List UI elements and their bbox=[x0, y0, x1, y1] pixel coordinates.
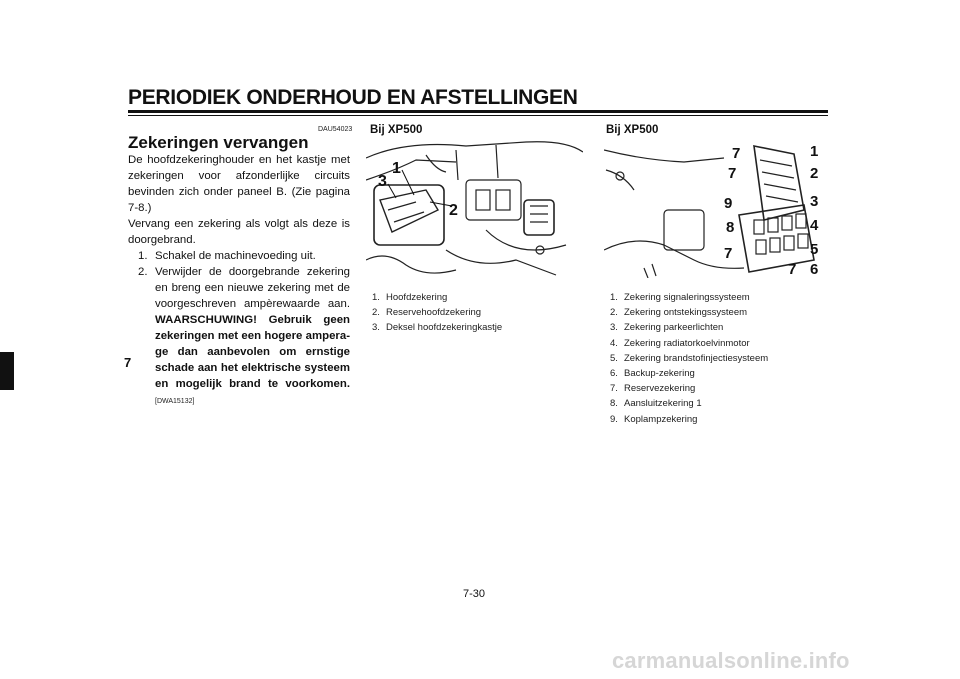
legend-text: Zekering radiatorkoelvinmotor bbox=[624, 337, 750, 349]
legend-num: 9. bbox=[610, 413, 618, 425]
warning-code: [DWA15132] bbox=[155, 398, 195, 405]
legend-item bbox=[610, 366, 768, 381]
callout-2: 2 bbox=[449, 202, 458, 219]
callout-1: 1 bbox=[810, 143, 819, 160]
legend-num: 7. bbox=[610, 383, 618, 395]
page-header-title: PERIODIEK ONDERHOUD EN AFSTELLINGEN bbox=[128, 86, 578, 109]
watermark: carmanualsonline.info bbox=[612, 648, 850, 673]
legend-item bbox=[610, 412, 768, 427]
legend-item bbox=[610, 381, 768, 396]
legend-item bbox=[372, 305, 502, 320]
legend-item bbox=[372, 290, 502, 305]
legend-item bbox=[610, 336, 768, 351]
chapter-number: 7 bbox=[124, 355, 132, 370]
callout-3: 3 bbox=[378, 173, 387, 190]
legend-num: 1. bbox=[610, 292, 618, 303]
step-text-body: Verwijder de doorgebrande zekering en breng een nieuwe zekering met de voorgeschreven ampèrewaarde aan. bbox=[155, 266, 350, 310]
intro-paragraph: De hoofdzekeringhouder en het kastje met zekeringen voor afzonderlijke circuits bevinden zich onder paneel B. (Zie pagina 7-8.) bbox=[128, 154, 350, 214]
callout-7d: 7 bbox=[788, 261, 797, 278]
page-number: 7-30 bbox=[463, 588, 486, 600]
legend-text: Aansluitzekering 1 bbox=[624, 398, 702, 410]
legend-text: Backup-zekering bbox=[624, 368, 695, 380]
legend-num: 2. bbox=[610, 307, 618, 319]
instruction-paragraph: Vervang een zekering als volgt als deze is doorgebrand. bbox=[128, 218, 350, 246]
section-body bbox=[128, 152, 350, 410]
legend-item bbox=[610, 305, 768, 320]
callout-9: 9 bbox=[724, 195, 733, 212]
legend-text: Deksel hoofdzekeringkastje bbox=[386, 322, 503, 334]
legend-num: 4. bbox=[610, 337, 618, 349]
steps-list bbox=[128, 248, 350, 410]
legend-text: Reservehoofdzekering bbox=[386, 307, 482, 319]
legend-num: 1. bbox=[372, 292, 380, 303]
callout-3: 3 bbox=[810, 193, 819, 210]
callout-6: 6 bbox=[810, 261, 819, 278]
step-number: 2. bbox=[138, 266, 148, 278]
legend-item bbox=[372, 320, 502, 335]
step-item bbox=[128, 264, 350, 410]
figure-left-legend bbox=[372, 290, 502, 336]
step-text: Schakel de machinevoeding uit. bbox=[155, 250, 316, 262]
legend-num: 3. bbox=[372, 322, 380, 334]
legend-text: Koplampzekering bbox=[624, 413, 698, 425]
figure-right-caption: Bij XP500 bbox=[606, 124, 659, 136]
legend-text: Zekering ontstekingssysteem bbox=[624, 307, 748, 319]
callout-8: 8 bbox=[726, 219, 735, 236]
legend-text: Reservezekering bbox=[624, 383, 696, 395]
legend-num: 2. bbox=[372, 307, 380, 319]
legend-item bbox=[610, 351, 768, 366]
figure-left-caption: Bij XP500 bbox=[370, 124, 423, 136]
legend-text: Zekering signaleringssysteem bbox=[624, 292, 750, 303]
step-number: 1. bbox=[138, 250, 148, 262]
main-fuse-photo bbox=[366, 140, 583, 278]
callout-1: 1 bbox=[392, 160, 401, 177]
callout-5: 5 bbox=[810, 241, 819, 258]
section-title: Zekeringen vervangen bbox=[128, 133, 309, 152]
callout-7c: 7 bbox=[724, 245, 733, 262]
legend-item bbox=[610, 290, 768, 305]
callout-2: 2 bbox=[810, 165, 819, 182]
callout-7a: 7 bbox=[732, 145, 741, 162]
legend-item bbox=[610, 396, 768, 411]
legend-text: Hoofdzekering bbox=[386, 292, 448, 303]
step-text bbox=[155, 264, 350, 410]
step-item bbox=[128, 248, 350, 264]
warning-text: WAARSCHUWING! Gebruik geen zekeringen met een hogere amperage dan aanbevolen om ernstige schade aan het elektrische systeem en mogelijk brand te voorkomen. bbox=[155, 314, 350, 390]
callout-4: 4 bbox=[810, 217, 819, 234]
legend-num: 3. bbox=[610, 322, 618, 334]
legend-text: Zekering brandstofinjectiesysteem bbox=[624, 352, 769, 364]
section-code: DAU54023 bbox=[318, 126, 353, 133]
legend-num: 5. bbox=[610, 352, 618, 364]
header-rule bbox=[128, 110, 828, 113]
figure-right-legend bbox=[610, 290, 768, 427]
callout-7b: 7 bbox=[728, 165, 737, 182]
legend-num: 8. bbox=[610, 398, 618, 410]
legend-item bbox=[610, 320, 768, 335]
chapter-tab bbox=[0, 352, 14, 390]
header-rule-thin bbox=[128, 115, 828, 116]
legend-text: Zekering parkeerlichten bbox=[624, 322, 724, 334]
legend-num: 6. bbox=[610, 368, 618, 380]
fuse-box-photo bbox=[604, 140, 824, 278]
